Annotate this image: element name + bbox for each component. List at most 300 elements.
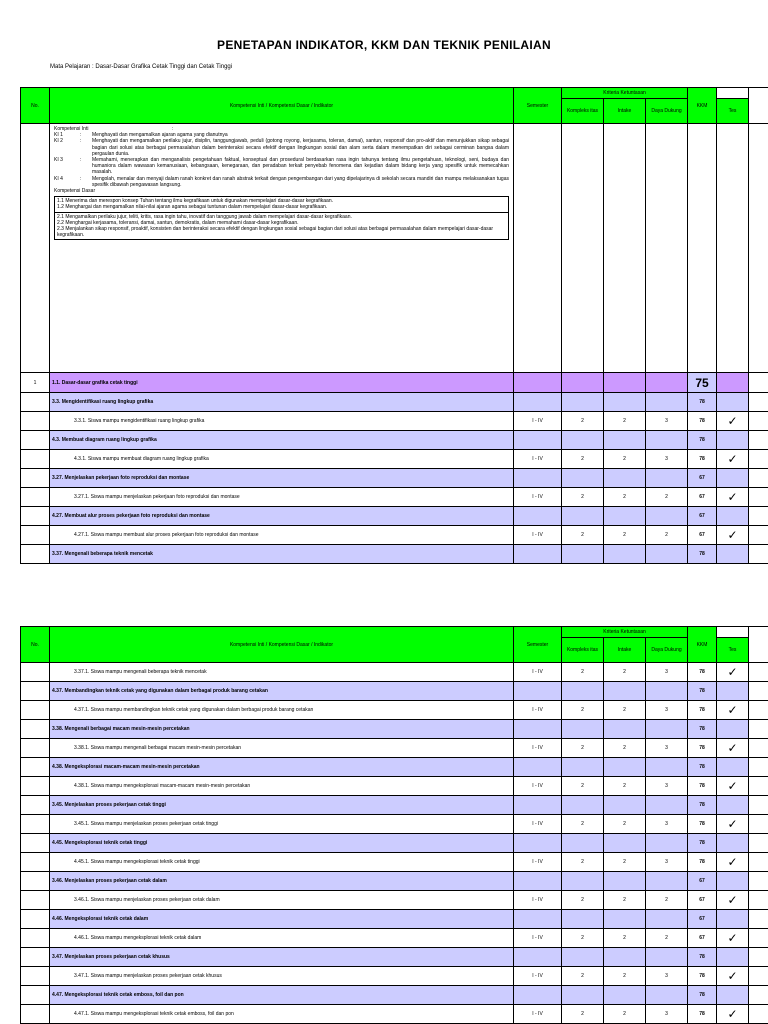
header-tes: Tes bbox=[717, 99, 749, 124]
row-no bbox=[21, 450, 50, 469]
row-kompleksitas bbox=[562, 720, 604, 739]
indicator-row bbox=[21, 488, 768, 507]
row-kkm: 78 bbox=[688, 815, 717, 834]
row-semester bbox=[514, 796, 562, 815]
row-spacer bbox=[749, 796, 768, 815]
row-tes bbox=[717, 872, 749, 891]
row-intake bbox=[604, 682, 646, 701]
competency-row bbox=[21, 948, 768, 967]
ki-code: KI 4 bbox=[54, 175, 63, 182]
row-spacer bbox=[749, 488, 768, 507]
row-daya-dukung bbox=[646, 872, 688, 891]
row-no bbox=[21, 948, 50, 967]
row-kompleksitas: 2 bbox=[562, 815, 604, 834]
row-semester bbox=[514, 720, 562, 739]
row-kkm: 78 bbox=[688, 393, 717, 412]
row-spacer bbox=[749, 872, 768, 891]
row-spacer bbox=[749, 853, 768, 872]
competency-row bbox=[21, 796, 768, 815]
ki-item bbox=[54, 176, 509, 188]
row-daya-dukung: 3 bbox=[646, 739, 688, 758]
row-tes bbox=[717, 682, 749, 701]
row-tes bbox=[717, 720, 749, 739]
row-semester: I - IV bbox=[514, 739, 562, 758]
indicator-row bbox=[21, 929, 768, 948]
header-blank bbox=[717, 88, 749, 99]
competency-row bbox=[21, 834, 768, 853]
kd-line: 2.2 Menghargai kerjasama, toleransi, damai, santun, demokratis, dalam memahami dasar-dasar kegrafikaan. bbox=[57, 219, 299, 226]
row-intake: 2 bbox=[604, 526, 646, 545]
row-kompleksitas: 2 bbox=[562, 412, 604, 431]
row-intake bbox=[604, 720, 646, 739]
row-daya-dukung bbox=[646, 758, 688, 777]
row-kkm: 78 bbox=[688, 967, 717, 986]
row-no bbox=[21, 412, 50, 431]
row-spacer bbox=[749, 545, 768, 564]
indicator-row bbox=[21, 815, 768, 834]
row-kompleksitas bbox=[562, 393, 604, 412]
row-tes bbox=[717, 507, 749, 526]
indicator-table-1 bbox=[20, 87, 768, 564]
row-kkm: 78 bbox=[688, 450, 717, 469]
row-no bbox=[21, 986, 50, 1005]
row-tes bbox=[717, 758, 749, 777]
row-label: 4.47. Mengeksplorasi teknik cetak emboss, foil dan pon bbox=[50, 986, 514, 1005]
row-kkm: 67 bbox=[688, 929, 717, 948]
row-spacer bbox=[749, 682, 768, 701]
header-blank bbox=[717, 627, 749, 638]
header-kriteria: Kriteria Ketuntasan bbox=[562, 627, 688, 638]
row-daya-dukung: 3 bbox=[646, 450, 688, 469]
row-intake: 2 bbox=[604, 815, 646, 834]
row-kkm: 67 bbox=[688, 526, 717, 545]
row-tes bbox=[717, 910, 749, 929]
row-semester bbox=[514, 910, 562, 929]
row-semester: I - IV bbox=[514, 853, 562, 872]
row-daya-dukung: 3 bbox=[646, 777, 688, 796]
row-label: 3.45.1. Siswa mampu menjelaskan proses pekerjaan cetak tinggi bbox=[50, 815, 514, 834]
row-kkm: 78 bbox=[688, 431, 717, 450]
row-semester bbox=[514, 507, 562, 526]
kd-line: 1.1 Menerima dan merespon konsep Tuhan tentang ilmu kegrafikaan untuk digunakan mempelajari dasar-dasar kegrafikaan. bbox=[57, 198, 333, 205]
row-semester bbox=[514, 469, 562, 488]
row-kkm: 78 bbox=[688, 777, 717, 796]
row-label: 4.3.1. Siswa mampu membuat diagram ruang lingkup grafika bbox=[50, 450, 514, 469]
indicator-row bbox=[21, 1005, 768, 1024]
header-intake: Intake bbox=[604, 638, 646, 663]
row-spacer bbox=[749, 948, 768, 967]
competency-row bbox=[21, 507, 768, 526]
competency-row bbox=[21, 986, 768, 1005]
kd-line: 2.3 Menjalankan sikap responsif, proaktif, konsisten dan berinteraksi secara efektif dengan lingkungan sosial sebagai bagian dari solusi atas berbagai permasalahan dalam mempelajari dasar-dasar kegrafikaan. bbox=[57, 226, 494, 239]
ki-spacer-cell bbox=[749, 124, 768, 373]
ki-kkm-cell bbox=[688, 124, 717, 373]
row-label: 4.37.1. Siswa mampu membandingkan teknik cetak yang digunakan dalam berbagai produk barang cetakan bbox=[50, 701, 514, 720]
ki-text: Memahami, menerapkan dan menganalisis pengetahuan faktual, konseptual dan prosedural berdasarkan rasa ingin tahunya tentang ilmu pengetahuan, teknologi, seni, budaya dan humaniora dalam wawasan kemanusiaan, kebangsaan, kenegaraan, dan peradaban terkait penyebab fenomena dan kejadian dalam bidang kerja yang spesifik untuk memecahkan masalah. bbox=[92, 157, 509, 176]
row-kompleksitas bbox=[562, 910, 604, 929]
row-kkm: 78 bbox=[688, 720, 717, 739]
row-kompleksitas: 2 bbox=[562, 701, 604, 720]
row-tes: ✓ bbox=[717, 891, 749, 910]
row-kkm: 78 bbox=[688, 834, 717, 853]
row-label: 4.38.1. Siswa mampu mengeksplorasi macam-macam mesin-mesin percetakan bbox=[50, 777, 514, 796]
row-no bbox=[21, 967, 50, 986]
row-label: 4.45. Mengeksplorasi teknik cetak tinggi bbox=[50, 834, 514, 853]
row-spacer bbox=[749, 373, 768, 393]
row-label: 3.46. Menjelaskan proses pekerjaan cetak dalam bbox=[50, 872, 514, 891]
row-kompleksitas: 2 bbox=[562, 488, 604, 507]
row-spacer bbox=[749, 701, 768, 720]
row-spacer bbox=[749, 412, 768, 431]
row-daya-dukung: 2 bbox=[646, 488, 688, 507]
row-daya-dukung: 3 bbox=[646, 663, 688, 682]
competency-row bbox=[21, 431, 768, 450]
row-label: 4.46. Mengeksplorasi teknik cetak dalam bbox=[50, 910, 514, 929]
kd-box-2 bbox=[54, 212, 509, 241]
row-semester: I - IV bbox=[514, 967, 562, 986]
row-intake bbox=[604, 758, 646, 777]
row-label: 1.1. Dasar-dasar grafika cetak tinggi bbox=[50, 373, 514, 393]
row-spacer bbox=[749, 1005, 768, 1024]
row-no bbox=[21, 758, 50, 777]
indicator-row bbox=[21, 891, 768, 910]
row-label: 3.47.1. Siswa mampu menjelaskan proses pekerjaan cetak khusus bbox=[50, 967, 514, 986]
header-no: No. bbox=[21, 627, 50, 663]
ki-colon: : bbox=[80, 132, 82, 139]
ki-colon: : bbox=[80, 138, 82, 145]
row-semester: I - IV bbox=[514, 412, 562, 431]
ki-items bbox=[54, 132, 509, 188]
row-semester bbox=[514, 948, 562, 967]
row-kkm: 78 bbox=[688, 545, 717, 564]
ki-sem-cell bbox=[514, 124, 562, 373]
row-kompleksitas bbox=[562, 469, 604, 488]
row-tes bbox=[717, 986, 749, 1005]
row-label: 4.38. Mengeksplorasi macam-macam mesin-mesin percetakan bbox=[50, 758, 514, 777]
row-no: 1 bbox=[21, 373, 50, 393]
row-no bbox=[21, 929, 50, 948]
indicator-row bbox=[21, 967, 768, 986]
row-semester: I - IV bbox=[514, 450, 562, 469]
row-kompleksitas: 2 bbox=[562, 929, 604, 948]
ki-text: Menghayati dan mengamalkan ajaran agama yang dianutnya bbox=[92, 132, 228, 139]
row-semester: I - IV bbox=[514, 929, 562, 948]
row-intake bbox=[604, 431, 646, 450]
row-daya-dukung bbox=[646, 469, 688, 488]
row-spacer bbox=[749, 986, 768, 1005]
row-kompleksitas bbox=[562, 507, 604, 526]
row-kkm: 78 bbox=[688, 758, 717, 777]
row-no bbox=[21, 777, 50, 796]
row-kompleksitas bbox=[562, 431, 604, 450]
header-kompleksitas: Kompleks itas bbox=[562, 638, 604, 663]
row-kkm: 78 bbox=[688, 701, 717, 720]
row-intake: 2 bbox=[604, 412, 646, 431]
row-kkm: 67 bbox=[688, 488, 717, 507]
row-daya-dukung bbox=[646, 373, 688, 393]
row-semester bbox=[514, 872, 562, 891]
row-kompleksitas bbox=[562, 948, 604, 967]
kd-box-1 bbox=[54, 196, 509, 212]
row-daya-dukung bbox=[646, 393, 688, 412]
competency-row bbox=[21, 393, 768, 412]
row-label: 3.45. Menjelaskan proses pekerjaan cetak tinggi bbox=[50, 796, 514, 815]
header-tes: Tes bbox=[717, 638, 749, 663]
row-kkm: 78 bbox=[688, 796, 717, 815]
row-spacer bbox=[749, 929, 768, 948]
row-intake: 2 bbox=[604, 891, 646, 910]
header-daya-dukung: Daya Dukung bbox=[646, 638, 688, 663]
row-intake bbox=[604, 469, 646, 488]
row-semester: I - IV bbox=[514, 488, 562, 507]
row-tes bbox=[717, 393, 749, 412]
row-label: 3.37. Mengenali beberapa teknik mencetak bbox=[50, 545, 514, 564]
row-no bbox=[21, 663, 50, 682]
row-no bbox=[21, 853, 50, 872]
row-tes: ✓ bbox=[717, 412, 749, 431]
indicator-row bbox=[21, 526, 768, 545]
row-daya-dukung: 3 bbox=[646, 412, 688, 431]
row-no bbox=[21, 507, 50, 526]
ki-colon: : bbox=[80, 157, 82, 164]
indicator-row bbox=[21, 412, 768, 431]
row-intake bbox=[604, 393, 646, 412]
row-kkm: 67 bbox=[688, 910, 717, 929]
row-semester bbox=[514, 986, 562, 1005]
row-spacer bbox=[749, 720, 768, 739]
indicator-row bbox=[21, 777, 768, 796]
indicator-row bbox=[21, 450, 768, 469]
indicator-row bbox=[21, 739, 768, 758]
row-kkm: 78 bbox=[688, 663, 717, 682]
row-kkm: 67 bbox=[688, 872, 717, 891]
row-tes: ✓ bbox=[717, 929, 749, 948]
row-intake bbox=[604, 872, 646, 891]
kd-line: 2.1 Mengamalkan perilaku jujur, teliti, kritis, rasa ingin tahu, inovatif dan tanggung jawab dalam mempelajari dasar-dasar kegrafikaan. bbox=[57, 213, 352, 220]
header-kompleksitas: Kompleks itas bbox=[562, 99, 604, 124]
row-intake bbox=[604, 373, 646, 393]
ki-code: KI 2 bbox=[54, 138, 63, 145]
row-tes: ✓ bbox=[717, 488, 749, 507]
row-intake: 2 bbox=[604, 777, 646, 796]
row-kkm: 78 bbox=[688, 948, 717, 967]
ki-text: Mengolah, menalar dan menyaji dalam ranah konkret dan ranah abstrak terkait dengan pengembangan dari yang dipelajarinya di sekolah secara mandiri dan mampu melaksanakan tugas spesifik dibawah pengawasan langsung. bbox=[92, 175, 509, 188]
row-kompleksitas: 2 bbox=[562, 739, 604, 758]
row-kompleksitas: 2 bbox=[562, 853, 604, 872]
row-kompleksitas bbox=[562, 872, 604, 891]
header-no: No. bbox=[21, 88, 50, 124]
row-spacer bbox=[749, 777, 768, 796]
competency-row bbox=[21, 720, 768, 739]
row-kompleksitas bbox=[562, 373, 604, 393]
row-daya-dukung bbox=[646, 507, 688, 526]
subject-label: Mata Pelajaran : Dasar-Dasar Grafika Cetak Tinggi dan Cetak Tinggi bbox=[50, 64, 233, 70]
row-kkm: 78 bbox=[688, 739, 717, 758]
row-no bbox=[21, 526, 50, 545]
row-label: 3.46.1. Siswa mampu menjelaskan proses pekerjaan cetak dalam bbox=[50, 891, 514, 910]
ki-b-cell bbox=[604, 124, 646, 373]
row-tes: ✓ bbox=[717, 663, 749, 682]
row-intake: 2 bbox=[604, 450, 646, 469]
row-no bbox=[21, 720, 50, 739]
row-semester: I - IV bbox=[514, 815, 562, 834]
competency-row bbox=[21, 469, 768, 488]
row-spacer bbox=[749, 758, 768, 777]
indicator-row bbox=[21, 853, 768, 872]
row-spacer bbox=[749, 431, 768, 450]
row-spacer bbox=[749, 507, 768, 526]
header-spacer bbox=[749, 627, 768, 663]
row-spacer bbox=[749, 834, 768, 853]
row-spacer bbox=[749, 967, 768, 986]
row-label: 3.3. Mengidentifikasi ruang lingkup grafika bbox=[50, 393, 514, 412]
header-kkm: KKM bbox=[688, 627, 717, 663]
row-semester: I - IV bbox=[514, 891, 562, 910]
page-title: PENETAPAN INDIKATOR, KKM DAN TEKNIK PENILAIAN bbox=[217, 38, 551, 52]
row-tes: ✓ bbox=[717, 526, 749, 545]
row-label: 3.27.1. Siswa mampu menjelaskan pekerjaan foto reproduksi dan montase bbox=[50, 488, 514, 507]
row-intake: 2 bbox=[604, 929, 646, 948]
row-kkm: 67 bbox=[688, 469, 717, 488]
row-intake: 2 bbox=[604, 739, 646, 758]
row-kompleksitas: 2 bbox=[562, 891, 604, 910]
row-kompleksitas bbox=[562, 758, 604, 777]
ki-tes-cell bbox=[717, 124, 749, 373]
ki-item bbox=[54, 138, 509, 157]
competency-row bbox=[21, 910, 768, 929]
row-intake: 2 bbox=[604, 1005, 646, 1024]
row-kompleksitas bbox=[562, 796, 604, 815]
row-tes bbox=[717, 469, 749, 488]
row-tes bbox=[717, 373, 749, 393]
ki-colon: : bbox=[80, 175, 82, 182]
row-kompleksitas: 2 bbox=[562, 967, 604, 986]
row-no bbox=[21, 834, 50, 853]
row-kkm: 75 bbox=[688, 373, 717, 393]
kd-heading: Kompetensi Dasar bbox=[54, 188, 96, 195]
row-kkm: 67 bbox=[688, 507, 717, 526]
row-no bbox=[21, 488, 50, 507]
row-semester bbox=[514, 834, 562, 853]
row-kkm: 78 bbox=[688, 986, 717, 1005]
row-no bbox=[21, 815, 50, 834]
competency-row bbox=[21, 872, 768, 891]
row-spacer bbox=[749, 910, 768, 929]
row-kompleksitas bbox=[562, 834, 604, 853]
row-tes: ✓ bbox=[717, 815, 749, 834]
row-kompleksitas bbox=[562, 545, 604, 564]
competency-row bbox=[21, 373, 768, 393]
row-daya-dukung bbox=[646, 720, 688, 739]
row-label: 3.47. Menjelaskan proses pekerjaan cetak khusus bbox=[50, 948, 514, 967]
row-no bbox=[21, 796, 50, 815]
row-no bbox=[21, 1005, 50, 1024]
row-label: 4.45.1. Siswa mampu mengeksplorasi teknik cetak tinggi bbox=[50, 853, 514, 872]
kd-line: 1.2 Menghargai dan mengamalkan nilai-nilai ajaran agama sebagai tuntunan dalam mempelajari dasar-dasar kegrafikaan. bbox=[57, 204, 328, 211]
header-intake: Intake bbox=[604, 99, 646, 124]
header-spacer bbox=[749, 88, 768, 124]
row-spacer bbox=[749, 663, 768, 682]
row-label: 3.37.1. Siswa mampu mengenali beberapa teknik mencetak bbox=[50, 663, 514, 682]
ki-no-cell bbox=[21, 124, 50, 373]
row-daya-dukung bbox=[646, 682, 688, 701]
row-semester: I - IV bbox=[514, 526, 562, 545]
row-label: 4.27.1. Siswa mampu membuat alur proses pekerjaan foto reproduksi dan montase bbox=[50, 526, 514, 545]
row-kompleksitas: 2 bbox=[562, 450, 604, 469]
row-kkm: 78 bbox=[688, 682, 717, 701]
header-semester: Semester bbox=[514, 627, 562, 663]
row-intake: 2 bbox=[604, 701, 646, 720]
row-intake: 2 bbox=[604, 488, 646, 507]
ki-code: KI 3 bbox=[54, 157, 63, 164]
row-intake bbox=[604, 948, 646, 967]
header-semester: Semester bbox=[514, 88, 562, 124]
row-no bbox=[21, 431, 50, 450]
header-kompetensi: Kompetensi Inti / Kompetensi Dasar / Indikator bbox=[50, 88, 514, 124]
row-daya-dukung bbox=[646, 545, 688, 564]
row-kkm: 78 bbox=[688, 853, 717, 872]
header-kriteria: Kriteria Ketuntasan bbox=[562, 88, 688, 99]
row-tes: ✓ bbox=[717, 777, 749, 796]
row-tes: ✓ bbox=[717, 1005, 749, 1024]
ki-heading-colon: : bbox=[172, 126, 174, 132]
ki-a-cell bbox=[562, 124, 604, 373]
row-daya-dukung: 2 bbox=[646, 526, 688, 545]
header-daya-dukung: Daya Dukung bbox=[646, 99, 688, 124]
row-tes: ✓ bbox=[717, 701, 749, 720]
row-tes: ✓ bbox=[717, 967, 749, 986]
row-daya-dukung bbox=[646, 986, 688, 1005]
row-spacer bbox=[749, 469, 768, 488]
row-no bbox=[21, 739, 50, 758]
row-tes: ✓ bbox=[717, 853, 749, 872]
row-kompleksitas: 2 bbox=[562, 1005, 604, 1024]
row-no bbox=[21, 393, 50, 412]
ki-heading: Kompetensi Inti bbox=[54, 126, 89, 132]
row-daya-dukung: 2 bbox=[646, 929, 688, 948]
row-spacer bbox=[749, 526, 768, 545]
row-semester: I - IV bbox=[514, 1005, 562, 1024]
row-tes bbox=[717, 948, 749, 967]
row-semester bbox=[514, 393, 562, 412]
row-label: 3.38.1. Siswa mampu mengenali berbagai macam mesin-mesin percetakan bbox=[50, 739, 514, 758]
row-label: 4.27. Membuat alur proses pekerjaan foto reproduksi dan montase bbox=[50, 507, 514, 526]
indicator-table-2 bbox=[20, 626, 768, 1024]
row-kkm: 78 bbox=[688, 1005, 717, 1024]
row-semester: I - IV bbox=[514, 663, 562, 682]
row-daya-dukung: 2 bbox=[646, 891, 688, 910]
row-kompleksitas bbox=[562, 986, 604, 1005]
row-daya-dukung: 3 bbox=[646, 815, 688, 834]
row-semester bbox=[514, 431, 562, 450]
row-spacer bbox=[749, 393, 768, 412]
row-intake bbox=[604, 796, 646, 815]
row-intake bbox=[604, 507, 646, 526]
row-daya-dukung: 3 bbox=[646, 967, 688, 986]
row-semester: I - IV bbox=[514, 777, 562, 796]
row-label: 3.27. Menjelaskan pekerjaan foto reproduksi dan montase bbox=[50, 469, 514, 488]
competency-row bbox=[21, 758, 768, 777]
row-kompleksitas: 2 bbox=[562, 663, 604, 682]
row-tes: ✓ bbox=[717, 739, 749, 758]
row-semester bbox=[514, 682, 562, 701]
row-tes bbox=[717, 545, 749, 564]
row-no bbox=[21, 469, 50, 488]
row-label: 4.3. Membuat diagram ruang lingkup grafika bbox=[50, 431, 514, 450]
competency-row bbox=[21, 682, 768, 701]
row-semester bbox=[514, 758, 562, 777]
row-daya-dukung bbox=[646, 796, 688, 815]
